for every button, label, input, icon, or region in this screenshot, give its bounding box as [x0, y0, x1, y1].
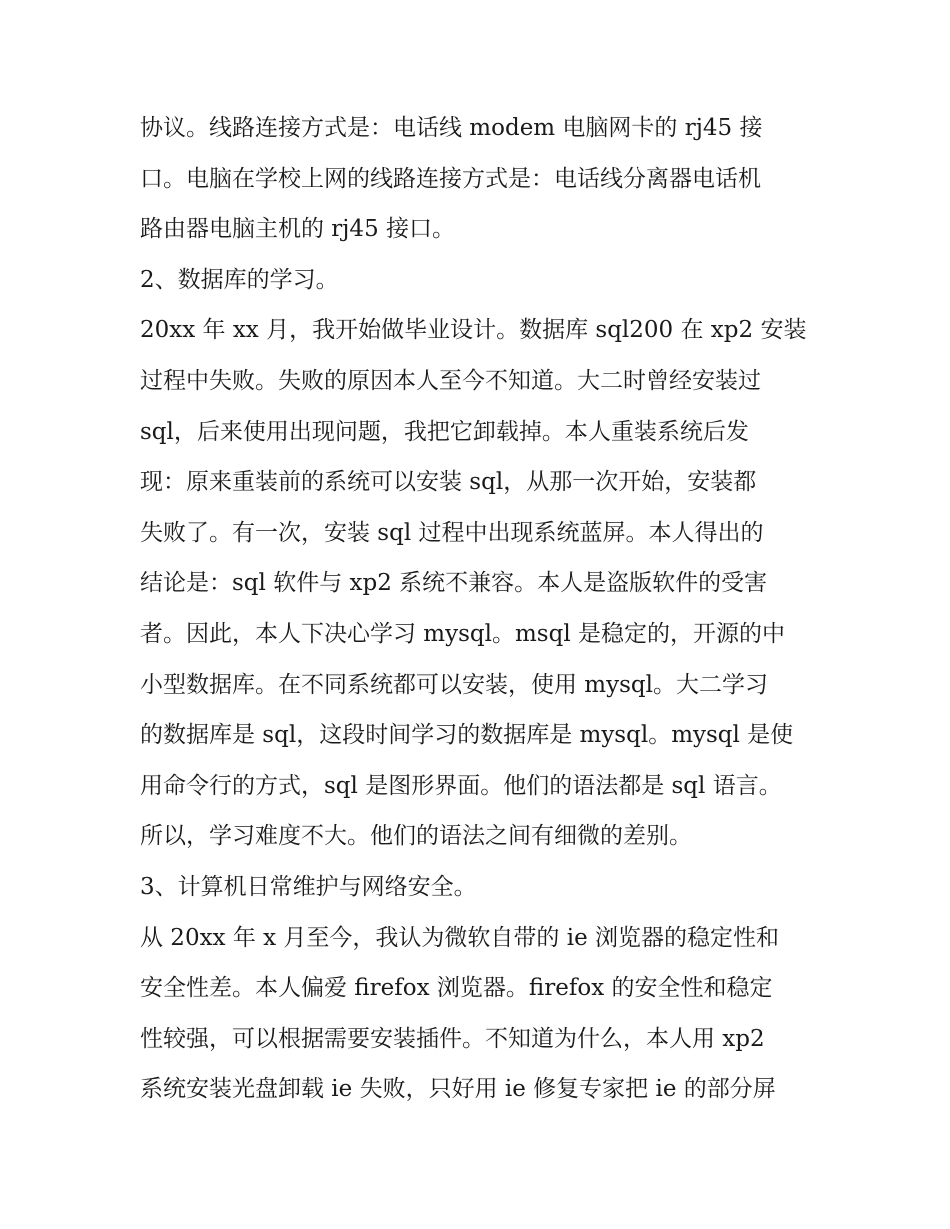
- text-line: 口。电脑在学校上网的线路连接方式是：电话线分离器电话机: [140, 165, 761, 192]
- text-line: 协议。线路连接方式是：电话线 modem 电脑网卡的 rj45 接: [140, 115, 763, 141]
- text-line: 小型数据库。在不同系统都可以安装，使用 mysql。大二学习: [140, 671, 768, 698]
- section-heading: 3、计算机日常维护与网络安全。: [140, 873, 477, 900]
- text-line: 过程中失败。失败的原因本人至今不知道。大二时曾经安装过: [140, 367, 761, 394]
- text-line: 的数据库是 sql，这段时间学习的数据库是 mysql。mysql 是使: [140, 722, 794, 749]
- text-line: sql，后来使用出现问题，我把它卸载掉。本人重装系统后发: [140, 418, 749, 445]
- document-body: [140, 103, 820, 1115]
- text-line: 结论是：sql 软件与 xp2 系统不兼容。本人是盗版软件的受害: [140, 570, 768, 597]
- text-line: 性较强，可以根据需要安装插件。不知道为什么，本人用 xp2: [140, 1025, 765, 1052]
- text-line: 20xx 年 xx 月，我开始做毕业设计。数据库 sql200 在 xp2 安装: [140, 317, 807, 344]
- text-line: 系统安装光盘卸载 ie 失败，只好用 ie 修复专家把 ie 的部分屏: [140, 1076, 776, 1103]
- text-line: 失败了。有一次，安装 sql 过程中出现系统蓝屏。本人得出的: [140, 519, 764, 546]
- section-heading: 2、数据库的学习。: [140, 266, 339, 293]
- text-line: 现：原来重装前的系统可以安装 sql，从那一次开始，安装都: [140, 469, 757, 496]
- text-line: 安全性差。本人偏爱 firefox 浏览器。firefox 的安全性和稳定: [140, 975, 773, 1002]
- text-line: 者。因此，本人下决心学习 mysql。msql 是稳定的，开源的中: [140, 620, 785, 647]
- text-line: 路由器电脑主机的 rj45 接口。: [140, 216, 456, 243]
- text-line: 从 20xx 年 x 月至今，我认为微软自带的 ie 浏览器的稳定性和: [140, 924, 780, 951]
- text-line: 所以，学习难度不大。他们的语法之间有细微的差别。: [140, 823, 692, 850]
- text-line: 用命令行的方式，sql 是图形界面。他们的语法都是 sql 语言。: [140, 772, 782, 799]
